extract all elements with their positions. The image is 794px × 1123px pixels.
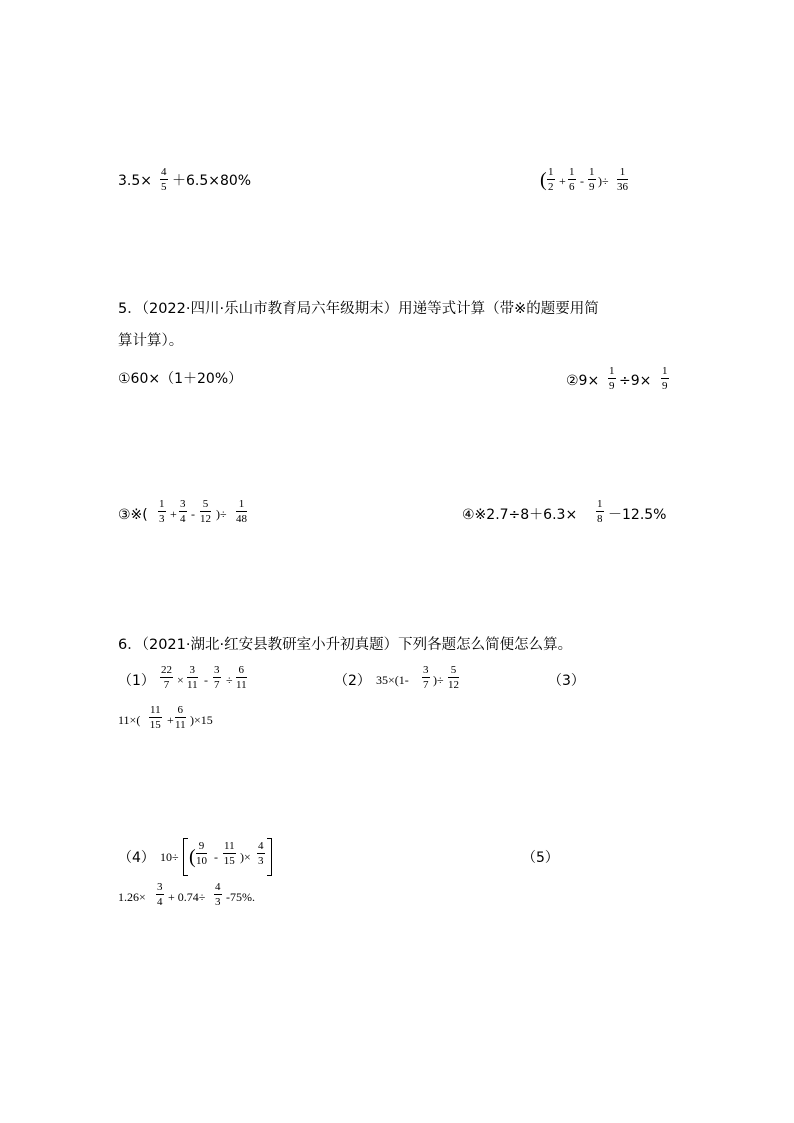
operator: )÷ <box>433 673 444 687</box>
operator: + <box>559 174 566 188</box>
fraction: $\frac{6}{11}$ <box>175 704 186 731</box>
expr-text: -75%. <box>226 890 255 904</box>
operator: )÷ <box>598 174 609 188</box>
fraction: $\frac{1}{8}$ <box>597 498 603 525</box>
paren: ( <box>189 846 196 868</box>
expr-text: ＋6.5×80% <box>172 173 252 189</box>
question-5-title-line2: 算计算）。 <box>118 333 184 349</box>
expr-text: 1.26× <box>118 890 146 904</box>
expr-text: 10÷ <box>160 850 179 864</box>
operator: - <box>214 850 218 864</box>
expr-text: 35×(1- <box>376 673 409 687</box>
fraction: $\frac{3}{11}$ <box>187 664 198 691</box>
operator: + <box>167 713 174 727</box>
expr-text: ④※2.7÷8＋6.3× <box>462 507 578 523</box>
part-label: （5） <box>522 850 559 866</box>
expr-text: －12.5% <box>608 507 667 523</box>
fraction: $\frac{1}{9}$ <box>609 365 615 392</box>
fraction: $\frac{6}{11}$ <box>236 664 247 691</box>
fraction: $\frac{3}{4}$ <box>180 498 186 525</box>
expr-text: + 0.74÷ <box>168 890 206 904</box>
fraction: $\frac{22}{7}$ <box>161 664 172 691</box>
fraction: $\frac{1}{36}$ <box>617 166 628 193</box>
operator: ÷ <box>226 673 233 687</box>
fraction: $\frac{4}{5}$ <box>161 166 167 193</box>
q5-expression-1: ①60×（1＋20%） <box>118 371 243 387</box>
expr-text: )×15 <box>190 713 213 727</box>
operator: - <box>580 174 584 188</box>
expr-text: ②9× <box>566 373 600 389</box>
right-bracket <box>267 838 272 876</box>
paren: ( <box>540 169 547 191</box>
expr-text: ③※( <box>118 507 148 523</box>
operator: - <box>204 673 208 687</box>
expr-text: ÷9× <box>619 373 652 389</box>
part-label: （1） <box>118 673 155 689</box>
fraction: $\frac{11}{15}$ <box>149 704 161 731</box>
fraction: $\frac{1}{3}$ <box>159 498 165 525</box>
part-label: （2） <box>334 673 371 689</box>
fraction: $\frac{9}{10}$ <box>196 840 207 867</box>
question-6-title: 6．（2021·湖北·红安县教研室小升初真题）下列各题怎么简便怎么算。 <box>118 637 573 653</box>
part-label: （3） <box>548 673 585 689</box>
question-5-title-line1: 5．（2022·四川·乐山市教育局六年级期末）用递等式计算（带※的题要用简 <box>118 301 599 317</box>
operator: × <box>177 673 184 687</box>
fraction: $\frac{1}{9}$ <box>662 365 668 392</box>
fraction: $\frac{11}{15}$ <box>223 840 235 867</box>
fraction: $\frac{1}{6}$ <box>569 166 575 193</box>
fraction: $\frac{3}{4}$ <box>157 881 163 908</box>
fraction: $\frac{3}{7}$ <box>214 664 220 691</box>
operator: - <box>191 507 195 521</box>
part-label: （4） <box>118 850 155 866</box>
operator: )÷ <box>216 507 227 521</box>
fraction: $\frac{1}{2}$ <box>548 166 554 193</box>
fraction: $\frac{4}{3}$ <box>215 881 221 908</box>
left-bracket <box>183 838 188 876</box>
fraction: $\frac{5}{12}$ <box>200 498 211 525</box>
fraction: $\frac{4}{3}$ <box>258 840 264 867</box>
fraction: $\frac{5}{12}$ <box>448 664 459 691</box>
fraction: $\frac{1}{9}$ <box>589 166 595 193</box>
fraction: $\frac{1}{48}$ <box>236 498 247 525</box>
operator: + <box>170 507 177 521</box>
expr-text: 11×( <box>118 713 141 727</box>
fraction: $\frac{3}{7}$ <box>423 664 429 691</box>
expr-text: 3.5× <box>118 173 152 189</box>
operator: )× <box>240 850 251 864</box>
